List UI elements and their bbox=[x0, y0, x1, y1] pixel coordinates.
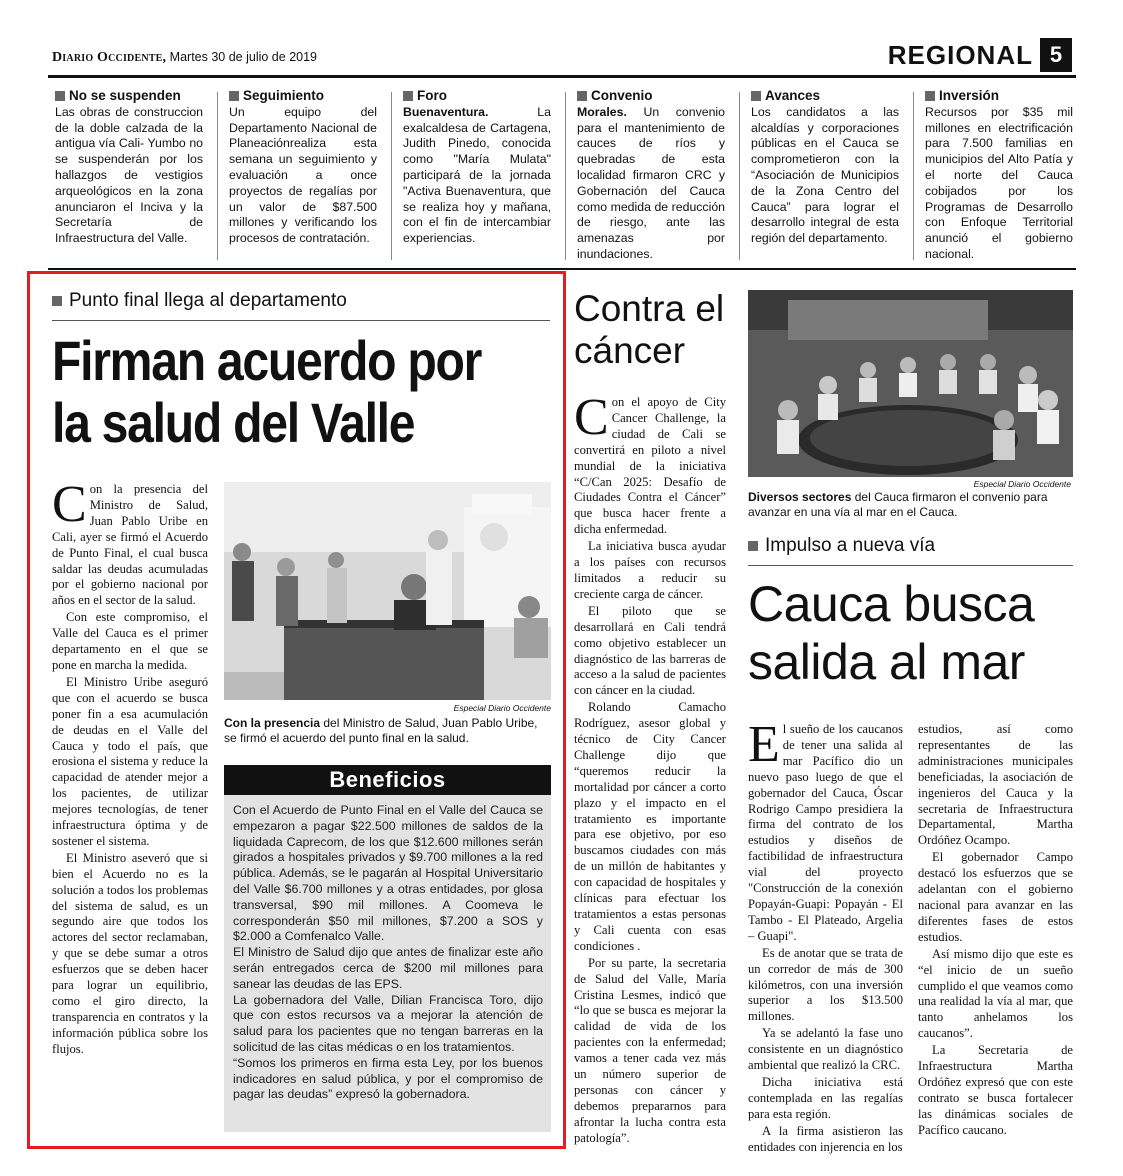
photo-caption: Con la presencia del Ministro de Salud, Juan Pablo Uribe, se firmó el acuerdo del punto final en la salud. bbox=[224, 716, 538, 745]
article-paragraph: Por su parte, la secretaria de Salud del Valle, María Cristina Lesmes, indicó que “lo que se busca es mejorar la calidad de vida de los pacientes con la enfermedad; vamos a tener cada vez más un número superior de personas con cáncer y debemos prepararnos para afrontar la lucha contra esta patología”. bbox=[574, 955, 726, 1145]
article-paragraph: Rolando Camacho Rodríguez, asesor global y técnico de City Cancer Challenge dijo que “queremos reducir la mortalidad por cáncer a corto plazo y el impacto en el tratamiento es importante para ese objetivo, por eso buscamos ciudades con más de un millón de habitantes y con capacidad de hospitales y clínicas para efectuar los tratamientos a estas personas y Cali cuenta con esas condiciones . bbox=[574, 700, 726, 953]
article-paragraph: Ya se adelantó la fase uno consistente en un diagnóstico ambiental que realizó la CRC. bbox=[748, 1026, 903, 1073]
kicker bbox=[748, 535, 935, 557]
cancer-article-body bbox=[574, 389, 726, 1148]
square-bullet-icon bbox=[403, 91, 413, 101]
page-number: 5 bbox=[1040, 38, 1072, 72]
main-article-body bbox=[52, 476, 208, 1059]
article-paragraph: Dicha iniciativa está contemplada en las regalías para esta región. bbox=[748, 1074, 903, 1121]
photo-credit: Especial Diario Occidente bbox=[453, 703, 551, 713]
column-divider bbox=[565, 92, 566, 260]
article-photo bbox=[224, 482, 551, 700]
brief-title: Foro bbox=[403, 88, 551, 104]
brief-lead: Buenaventura. bbox=[403, 104, 489, 119]
cauca-headline: Cauca busca salida al mar bbox=[748, 576, 1035, 690]
square-bullet-icon bbox=[229, 91, 239, 101]
cauca-article-column bbox=[918, 722, 1073, 1140]
drop-cap: E bbox=[748, 716, 780, 773]
article-paragraph: El gobernador Campo destacó los esfuerzos que se adelantan con el gobierno nacional para avanzar en las diferentes fases de estos estudios. bbox=[918, 850, 1073, 944]
column-divider bbox=[391, 92, 392, 260]
brief-title: Avances bbox=[751, 88, 899, 104]
article-paragraph: Con la presencia del Ministro de Salud, Juan Pablo Uribe en Cali, ayer se firmó el Acuerdo de Punto Final, el cual busca saldar las deudas acumuladas por el gobierno nacional por años en el sector de la salud. bbox=[52, 476, 208, 608]
section-title: REGIONAL bbox=[887, 40, 1033, 70]
issue-date: Martes 30 de julio de 2019 bbox=[166, 50, 317, 64]
kicker-rule bbox=[52, 320, 550, 321]
square-bullet-icon bbox=[52, 296, 62, 306]
brief-title: Seguimiento bbox=[229, 88, 377, 104]
article-paragraph: El Ministro Uribe aseguró que con el acuerdo se busca poner fin a esa acumulación de deudas en el Valle del Cauca y todo el país, que erosiona el sistema y reduce la capacidad de atender mejor a los pacientes, de utilizar mejores tecnologías, de tener infraestructura óptima y de sostener el sistema. bbox=[52, 674, 208, 848]
news-brief bbox=[925, 88, 1073, 263]
newspaper-name: Diario Occidente, bbox=[52, 50, 167, 65]
news-brief bbox=[577, 88, 725, 263]
square-bullet-icon bbox=[751, 91, 761, 101]
header-rule bbox=[48, 75, 1076, 78]
brief-text: Las obras de construccion de la doble calzada de la antigua vía Cali- Yumbo no se suspenderán por los hallazgos de vestigios arqueológicos en la zona anunciaron el Inciva y la Secretaría de Infraestructura del Valle. bbox=[55, 104, 203, 246]
column-divider bbox=[217, 92, 218, 260]
article-paragraph: Es de anotar que se trata de un corredor de más de 300 kilómetros, con una inversión superior a los $13.500 millones. bbox=[748, 945, 903, 1024]
square-bullet-icon bbox=[748, 541, 758, 551]
article-paragraph: Con este compromiso, el Valle del Cauca es el primer departamento en el que se pone en marcha la medida. bbox=[52, 610, 208, 672]
news-brief bbox=[751, 88, 899, 247]
article-paragraph: Con el apoyo de City Cancer Challenge, la ciudad de Cali se convertirá en piloto a nivel mundial de la iniciativa “C/Can 2025: Desafío de Ciudades Contra el Cáncer” que busca hacer frente a dicha enfermedad. bbox=[574, 389, 726, 537]
photo-credit: Especial Diario Occidente bbox=[973, 479, 1071, 489]
main-headline: Firman acuerdo por la salud del Valle bbox=[52, 329, 482, 454]
meeting-room-photo bbox=[748, 290, 1073, 477]
brief-text: Los candidatos a las alcaldías y corporaciones públicas en el Cauca se comprometieron con la “Asociación de Municipios de la Zona Centro del Cauca” para lograr el desarrollo integral de esta región del departamento. bbox=[751, 104, 899, 246]
article-paragraph: El sueño de los caucanos de tener una salida al mar Pacífico dio un nuevo paso luego de que el gobernador del Cauca, Óscar Rodrigo Campo presidiera la firma del contrato de los estudios y diseños de factibilidad de infraestructura vial del proyecto "Construcción de la conexión Popayán-Guapi: Popayán - El Tambo - El Plateado, Argelia – Guapi". bbox=[748, 716, 903, 943]
cauca-article-column bbox=[748, 716, 903, 1156]
sidebar-paragraph: Con el Acuerdo de Punto Final en el Valle del Cauca se empezaron a pagar $22.500 millones de saldos de la liquidada Caprecom, de los que $12.600 millones serán girados a hospitales privados y $9.700 millones a la red pública. Además, se le pagarán al Hospital Universitario del Valle $6.700 millones y a otras entidades, por glosa transversal, $90 mil millones. A Coomeva le corresponderán $50 mil millones, $7.200 a SOS y $2.000 a Comfenalco Valle. bbox=[233, 803, 543, 944]
cauca-photo bbox=[748, 290, 1073, 477]
brief-text: Buenaventura. La exalcaldesa de Cartagena, Judith Pinedo, conocida como "María Mulata" participará de la jornada "Activa Buenaventura, que se realiza hoy y mañana, con el fin de intercambiar experiencias. bbox=[403, 104, 551, 246]
kicker-text: Impulso a nueva vía bbox=[765, 535, 936, 556]
article-paragraph: El Ministro aseveró que si bien el Acuerdo no es la solución a todos los problemas del sistema de salud, es un segundo aire que todos los actores del sector reclamaban, y que se debe sumar a otros esfuerzos que se deben hacer para lograr un equilibrio, como el giro directo, la transparencia en contratos y la información pública sobre los flujos. bbox=[52, 850, 208, 1056]
sidebar-paragraph: El Ministro de Salud dijo que antes de finalizar este año serán entregados cerca de $200 mil millones para sanear las deudas de las EPS. bbox=[233, 945, 543, 991]
brief-lead: Morales. bbox=[577, 104, 627, 119]
drop-cap: C bbox=[574, 389, 609, 446]
cancer-headline: Contra el cáncer bbox=[574, 288, 725, 371]
brief-title: Inversión bbox=[925, 88, 1073, 104]
column-divider bbox=[739, 92, 740, 260]
brief-text: Un equipo del Departamento Nacional de Planeaciónrealiza esta semana un seguimiento y evaluación a once proyectos de regalías por un valor de $87.500 millones y verificando los procesos de contratación. bbox=[229, 104, 377, 246]
brief-title: No se suspenden bbox=[55, 88, 203, 104]
kicker bbox=[52, 290, 347, 312]
brief-text: Morales. Un convenio para el mantenimiento de cauces de ríos y quebradas de esta localidad firmaron CRC y Gobernación del Cauca como medida de reducción de riesgo, ante las amenazas por inundaciones. bbox=[577, 104, 725, 261]
running-header bbox=[52, 50, 317, 66]
column-divider bbox=[913, 92, 914, 260]
sidebar-text bbox=[233, 803, 543, 1103]
article-paragraph: Así mismo dijo que este es “el inicio de un sueño cumplido el que veamos como una realidad la vía al mar, que tanto anhelamos los caucanos”. bbox=[918, 946, 1073, 1041]
article-paragraph: La Secretaria de Infraestructura Martha Ordóñez expresó que con este contrato se busca fortalecer las dinámicas sociales de Pacífico caucano. bbox=[918, 1043, 1073, 1137]
article-paragraph: La iniciativa busca ayudar a los países con recursos limitados a reducir su creciente carga de cáncer. bbox=[574, 539, 726, 601]
briefs-rule bbox=[48, 268, 1076, 270]
article-paragraph: El piloto que se desarrollará en Cali tendrá como objetivo establecer un diagnóstico de las barreras de acceso a la salud de pacientes con cáncer en la ciudad. bbox=[574, 603, 726, 698]
news-brief bbox=[229, 88, 377, 247]
caption-lead: Diversos sectores bbox=[748, 490, 852, 504]
kicker-text: Punto final llega al departamento bbox=[69, 290, 347, 311]
brief-text: Recursos por $35 mil millones en electrificación para 7.500 familias en municipios del Alto Patía y el norte del Cauca cobijados por los Programas de Desarrollo con Enfoque Territorial anunció el gobierno nacional. bbox=[925, 104, 1073, 261]
news-brief bbox=[55, 88, 203, 247]
sidebar-paragraph: La gobernadora del Valle, Dilian Francisca Toro, dijo que con estos recursos va a mejorar la atención de salud para los pacientes que no tengan barreras en la solicitud de las citas médicas o en los tratamientos. bbox=[233, 992, 543, 1054]
kicker-rule bbox=[748, 565, 1073, 566]
caption-lead: Con la presencia bbox=[224, 716, 321, 730]
square-bullet-icon bbox=[55, 91, 65, 101]
article-paragraph: estudios, así como representantes de las administraciones municipales beneficiadas, la asociación de ingenieros del Cauca y la secretaria de Infraestructura Departamental, Martha Ordóñez Ocampo. bbox=[918, 722, 1073, 848]
sidebar-paragraph: “Somos los primeros en firma esta Ley, por los buenos indicadores en salud pública, y por el compromiso de pagar las deudas” expresó la gobernadora. bbox=[233, 1055, 543, 1102]
signing-ceremony-photo bbox=[224, 482, 551, 700]
brief-title: Convenio bbox=[577, 88, 725, 104]
article-paragraph: A la firma asistieron las entidades con injerencia en los bbox=[748, 1123, 903, 1154]
drop-cap: C bbox=[52, 476, 87, 533]
news-brief bbox=[403, 88, 551, 247]
photo-caption: Diversos sectores del Cauca firmaron el convenio para avanzar en una vía al mar en el Cauca. bbox=[748, 490, 1048, 519]
square-bullet-icon bbox=[925, 91, 935, 101]
square-bullet-icon bbox=[577, 91, 587, 101]
sidebar-title: Beneficios bbox=[224, 765, 551, 795]
